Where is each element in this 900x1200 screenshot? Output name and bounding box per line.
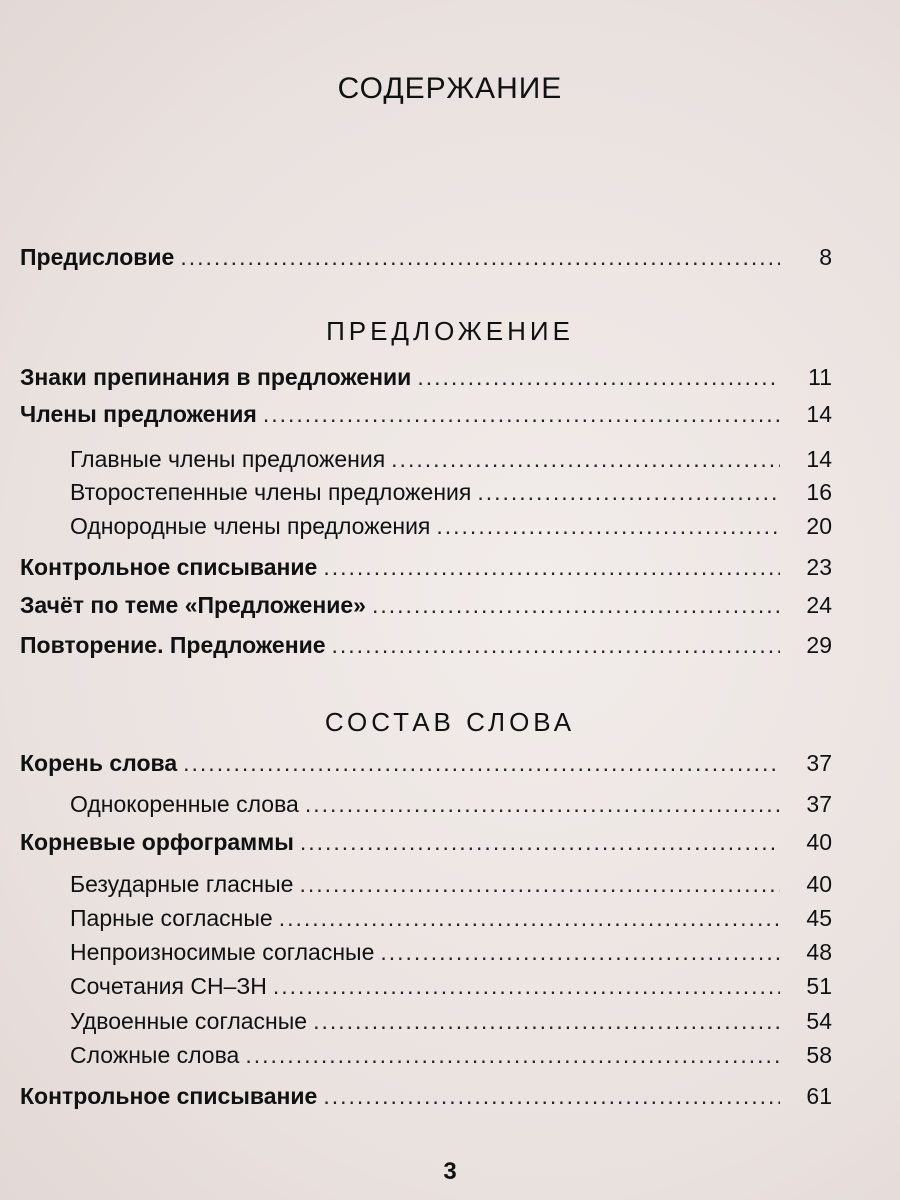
toc-subentry [70, 1008, 832, 1042]
toc-entry [20, 401, 832, 435]
toc-subentry [70, 446, 832, 480]
toc-entry-page: 11 [808, 364, 832, 390]
toc-entry [20, 554, 832, 588]
toc-entry-title: Сложные слова [70, 1042, 240, 1068]
toc-entry-preface [20, 244, 832, 278]
leader-dots [305, 791, 780, 818]
leader-dots [477, 479, 780, 506]
leader-dots [279, 905, 780, 932]
toc-entry-title: Контрольное списывание [20, 554, 318, 580]
toc-entry-page: 24 [806, 592, 832, 618]
leader-dots [323, 1083, 780, 1110]
toc-entry-title: Корень слова [20, 750, 178, 776]
leader-dots [273, 973, 780, 1000]
toc-entry-page: 16 [806, 479, 832, 505]
toc-subentry [70, 973, 832, 1007]
leader-dots [417, 364, 780, 391]
toc-entry-title: Корневые орфограммы [20, 829, 294, 855]
toc-entry [20, 829, 832, 863]
toc-entry-title: Главные члены предложения [70, 446, 386, 472]
toc-subentry [70, 871, 832, 905]
toc-entry-title: Безударные гласные [70, 871, 294, 897]
toc-entry [20, 592, 832, 626]
toc-entry [20, 750, 832, 784]
toc-entry-page: 8 [819, 244, 832, 270]
toc-entry-page: 37 [806, 750, 832, 776]
toc-subentry [70, 791, 832, 825]
leader-dots [183, 750, 780, 777]
toc-entry-page: 58 [806, 1042, 832, 1068]
toc-entry-page: 40 [806, 829, 832, 855]
toc-subentry [70, 905, 832, 939]
toc-entry-title: Контрольное списывание [20, 1083, 318, 1109]
toc-entry-title: Второстепенные члены предложения [70, 479, 472, 505]
toc-entry-title: Повторение. Предложение [20, 632, 326, 658]
leader-dots [299, 871, 780, 898]
leader-dots [263, 401, 780, 428]
leader-dots [323, 554, 780, 581]
toc-subentry [70, 1042, 832, 1076]
toc-subentry [70, 479, 832, 513]
toc-entry [20, 1083, 832, 1117]
toc-entry-page: 54 [806, 1008, 832, 1034]
toc-subentry [70, 513, 832, 547]
toc-entry-title: Члены предложения [20, 401, 257, 427]
toc-entry-title: Удвоенные согласные [70, 1008, 308, 1034]
toc-subentry [70, 939, 832, 973]
toc-entry [20, 632, 832, 666]
toc-entry-title: Непроизносимые согласные [70, 939, 375, 965]
contents-heading: СОДЕРЖАНИЕ [337, 72, 563, 105]
toc-entry-page: 23 [806, 554, 832, 580]
toc-entry-page: 48 [806, 939, 832, 965]
section-heading: ПРЕДЛОЖЕНИЕ [326, 316, 574, 346]
toc-entry-title: Зачёт по теме «Предложение» [20, 592, 366, 618]
leader-dots [372, 592, 780, 619]
toc-entry-title: Однокоренные слова [70, 791, 299, 817]
toc-entry-page: 14 [806, 401, 832, 427]
toc-entry-page: 40 [806, 871, 832, 897]
toc-entry-page: 37 [806, 791, 832, 817]
leader-dots [391, 446, 780, 473]
toc-entry-title: Однородные члены предложения [70, 513, 431, 539]
toc-entry-title: Сочетания СН–ЗН [70, 973, 267, 999]
toc-entry-page: 61 [806, 1083, 832, 1109]
toc-entry-page: 14 [806, 446, 832, 472]
toc-entry-page: 20 [806, 513, 832, 539]
toc-entry-title: Предисловие [20, 244, 175, 270]
leader-dots [436, 513, 780, 540]
leader-dots [300, 829, 780, 856]
leader-dots [245, 1042, 780, 1069]
leader-dots [180, 244, 780, 271]
leader-dots [380, 939, 780, 966]
toc-entry-title: Знаки препинания в предложении [20, 364, 412, 390]
toc-entry-title: Парные согласные [70, 905, 273, 931]
section-heading: СОСТАВ СЛОВА [324, 707, 576, 737]
toc-entry-page: 45 [806, 905, 832, 931]
toc-entry-page: 51 [806, 973, 832, 999]
toc-entry-page: 29 [806, 632, 832, 658]
page-number: 3 [443, 1158, 457, 1185]
leader-dots [313, 1008, 780, 1035]
leader-dots [332, 632, 780, 659]
toc-entry [20, 364, 832, 398]
